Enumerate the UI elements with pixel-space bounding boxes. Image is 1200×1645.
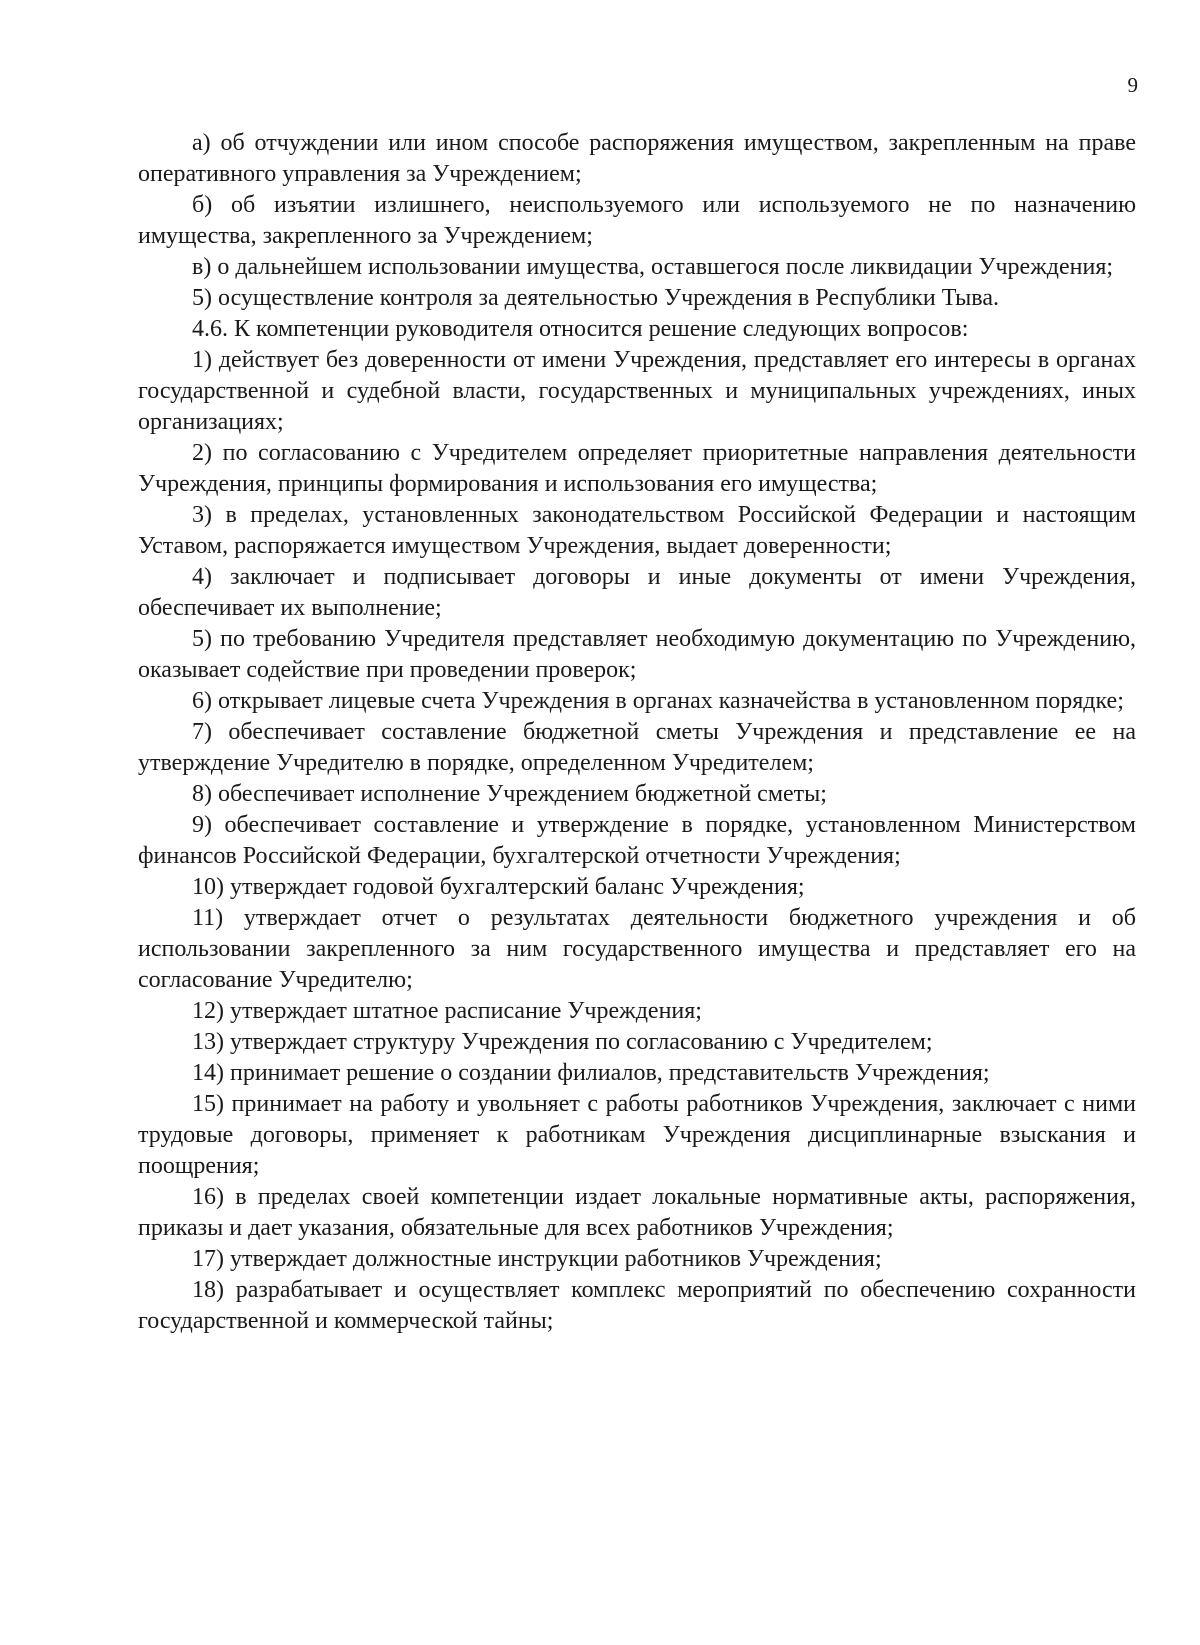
section-heading-4-6: 4.6. К компетенции руководителя относится решение следующих вопросов: xyxy=(192,316,969,342)
page-number: 9 xyxy=(1127,73,1138,97)
paragraph-5-control: 5) осуществление контроля за деятельностью Учреждения в Республики Тыва. xyxy=(192,285,999,311)
list-item-15: 15) принимает на работу и увольняет с работы работников Учреждения, заключает с ними трудовые договоры, применяет к работникам Учреждения дисциплинарные взыскания и поощрения; xyxy=(138,1091,1136,1179)
list-item-12: 12) утверждает штатное расписание Учреждения; xyxy=(192,998,702,1024)
list-item-17: 17) утверждает должностные инструкции работников Учреждения; xyxy=(192,1246,882,1272)
list-item-5: 5) по требованию Учредителя представляет необходимую документацию по Учреждению, оказывает содействие при проведении проверок; xyxy=(138,626,1136,683)
list-item-3: 3) в пределах, установленных законодательством Российской Федерации и настоящим Уставом, распоряжается имуществом Учреждения, выдает доверенности; xyxy=(138,502,1136,559)
document-body xyxy=(138,128,1136,1337)
list-item-14: 14) принимает решение о создании филиалов, представительств Учреждения; xyxy=(192,1060,990,1086)
list-item-13: 13) утверждает структуру Учреждения по согласованию с Учредителем; xyxy=(192,1029,933,1055)
list-item-16: 16) в пределах своей компетенции издает локальные нормативные акты, распоряжения, приказы и дает указания, обязательные для всех работников Учреждения; xyxy=(138,1184,1136,1241)
list-item-7: 7) обеспечивает составление бюджетной сметы Учреждения и представление ее на утверждение Учредителю в порядке, определенном Учредителем; xyxy=(138,719,1136,776)
list-item-2: 2) по согласованию с Учредителем определяет приоритетные направления деятельности Учреждения, принципы формирования и использования его имущества; xyxy=(138,440,1136,497)
list-item-6: 6) открывает лицевые счета Учреждения в органах казначейства в установленном порядке; xyxy=(192,688,1124,714)
list-item-1: 1) действует без доверенности от имени Учреждения, представляет его интересы в органах государственной и судебной власти, государственных и муниципальных учреждениях, иных организациях; xyxy=(138,347,1136,435)
list-item-9: 9) обеспечивает составление и утверждение в порядке, установленном Министерством финансов Российской Федерации, бухгалтерской отчетности Учреждения; xyxy=(138,812,1136,869)
paragraph-b: б) об изъятии излишнего, неиспользуемого или используемого не по назначению имущества, закрепленного за Учреждением; xyxy=(138,192,1136,249)
list-item-4: 4) заключает и подписывает договоры и иные документы от имени Учреждения, обеспечивает их выполнение; xyxy=(138,564,1136,621)
list-item-8: 8) обеспечивает исполнение Учреждением бюджетной сметы; xyxy=(192,781,827,807)
list-item-10: 10) утверждает годовой бухгалтерский баланс Учреждения; xyxy=(192,874,805,900)
list-item-11: 11) утверждает отчет о результатах деятельности бюджетного учреждения и об использовании закрепленного за ним государственного имущества и представляет его на согласование Учредителю; xyxy=(138,905,1136,993)
paragraph-a: а) об отчуждении или ином способе распоряжения имуществом, закрепленным на праве оперативного управления за Учреждением; xyxy=(138,130,1136,187)
list-item-18: 18) разрабатывает и осуществляет комплекс мероприятий по обеспечению сохранности государственной и коммерческой тайны; xyxy=(138,1277,1136,1334)
paragraph-v: в) о дальнейшем использовании имущества, оставшегося после ликвидации Учреждения; xyxy=(192,254,1114,280)
